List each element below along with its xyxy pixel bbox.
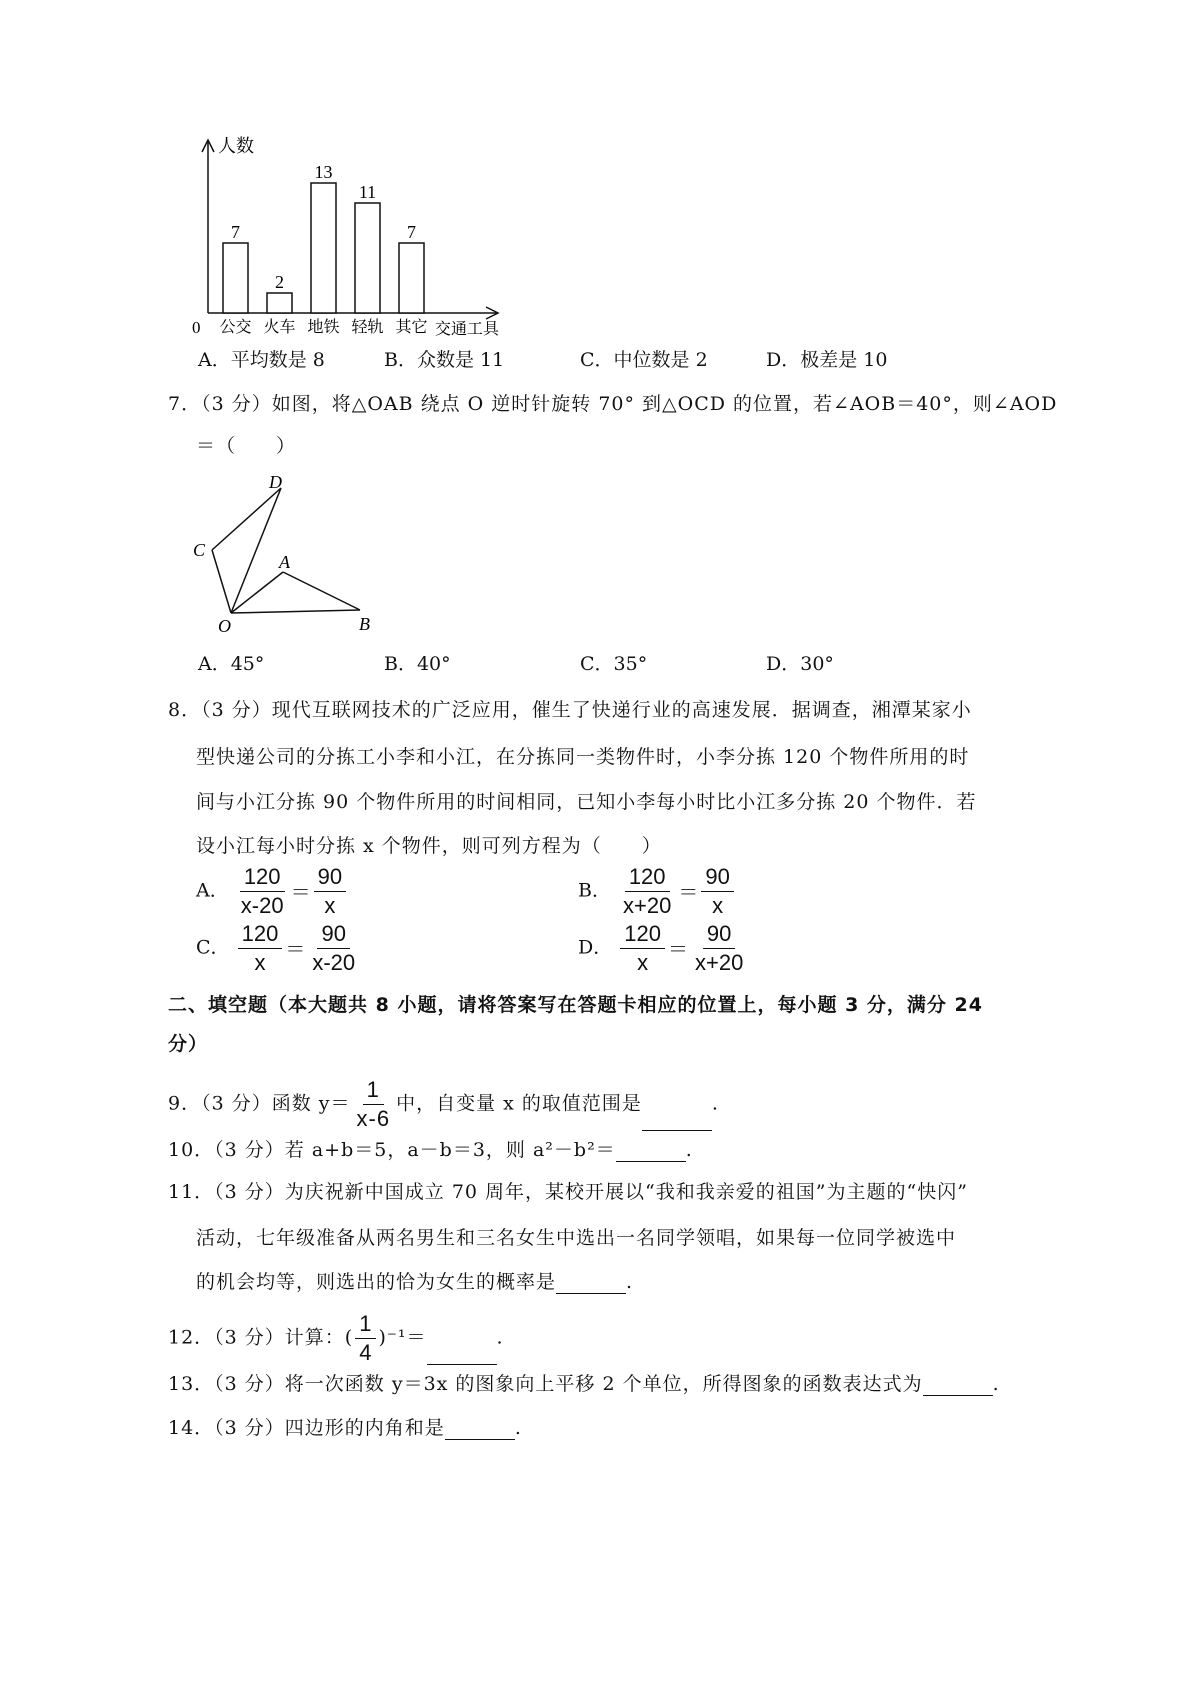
answer-blank[interactable]: [445, 1419, 515, 1440]
category-label: 公交: [219, 319, 252, 336]
q7-option-b: B．40°: [384, 653, 451, 675]
bar-value-label: 7: [231, 222, 240, 242]
bar-value-label: 2: [275, 272, 284, 292]
fraction: $\frac{120}{x-20}$: [240, 864, 284, 918]
rotation-figure: [185, 470, 385, 640]
q8-line-3: 间与小江分拣 90 个物件所用的时间相同，已知小李每小时比小江多分拣 20 个物件．若: [196, 791, 977, 813]
answer-blank[interactable]: [642, 1110, 712, 1131]
bar-2: [267, 293, 292, 313]
bar-chart: [190, 128, 560, 348]
q7-line-2: ＝（ ）: [196, 435, 297, 457]
q8-line-1: 8．（3 分）现代互联网技术的广泛应用，催生了快递行业的高速发展．据调查，湘潭某家小: [168, 699, 972, 721]
q9: 9．（3 分）函数 y＝ $\frac{1}{x-6}$ 中，自变量 x 的取值范围是 .: [168, 1077, 719, 1131]
q8-option-b: B． $\frac{120}{x+20}$ ＝ $\frac{90}{x}$: [578, 865, 736, 918]
category-label: 轻轨: [351, 319, 384, 336]
answer-blank[interactable]: [427, 1344, 497, 1365]
point-c-label: C: [193, 540, 206, 560]
q7-option-c: C．35°: [580, 653, 648, 675]
q13: 13．（3 分）将一次函数 y＝3x 的图象向上平移 2 个单位，所得图象的函数表达式为 .: [168, 1373, 1000, 1395]
q11-line-1: 11．（3 分）为庆祝新中国成立 70 周年，某校开展以“我和我亲爱的祖国”为主题的“快闪”: [168, 1181, 968, 1203]
fraction: $\frac{90}{x-20}$: [312, 921, 356, 975]
category-label: 地铁: [307, 319, 340, 336]
bar-5: [399, 243, 424, 313]
section-heading-line-2: 分）: [168, 1033, 209, 1055]
fraction: $\frac{90}{x}$: [314, 865, 346, 918]
point-b-label: B: [359, 614, 370, 634]
fraction: $\frac{90}{x}$: [701, 865, 733, 918]
fraction: $\frac{1}{4}$: [355, 1312, 376, 1365]
bar-value-label: 11: [358, 182, 377, 202]
q8-line-4: 设小江每小时分拣 x 个物件，则可列方程为（ ）: [196, 835, 662, 857]
q6-option-d: D．极差是 10: [766, 349, 888, 371]
q8-option-c: C． $\frac{120}{x}$ ＝ $\frac{90}{x-20}$: [196, 922, 361, 975]
q8-option-a: A． $\frac{120}{x-20}$ ＝ $\frac{90}{x}$: [196, 865, 348, 918]
q12: 12．（3 分）计算：( $\frac{1}{4}$ )⁻¹＝ .: [168, 1311, 504, 1365]
segment-cd: [212, 488, 281, 550]
fraction: $\frac{120}{x}$: [238, 922, 283, 975]
q11-line-2: 活动，七年级准备从两名男生和三名女生中选出一名同学领唱，如果每一位同学被选中: [196, 1227, 957, 1249]
q8-option-d: D． $\frac{120}{x}$ ＝ $\frac{90}{x+20}$: [578, 922, 749, 975]
answer-blank[interactable]: [616, 1141, 686, 1162]
answer-blank[interactable]: [556, 1273, 626, 1294]
bar-1: [223, 243, 248, 313]
q7-line-1: 7．（3 分）如图，将△OAB 绕点 O 逆时针旋转 70° 到△OCD 的位置，若∠AOB＝40°，则∠AOD: [168, 393, 1058, 415]
fraction: $\frac{1}{x-6}$: [356, 1077, 391, 1131]
q10: 10．（3 分）若 a+b＝5，a－b＝3，则 a²－b²＝ .: [168, 1139, 693, 1161]
bar-4: [355, 203, 380, 313]
category-label: 火车: [263, 319, 296, 336]
category-label: 其它: [395, 319, 428, 336]
point-a-label: A: [279, 552, 290, 572]
q6-option-b: B．众数是 11: [384, 349, 505, 371]
fraction: $\frac{120}{x}$: [620, 922, 665, 975]
q7-option-d: D．30°: [766, 653, 834, 675]
fraction: $\frac{90}{x+20}$: [695, 921, 744, 975]
section-heading-line-1: 二、填空题（本大题共 8 小题，请将答案写在答题卡相应的位置上，每小题 3 分，满分 24: [168, 994, 983, 1016]
q14: 14．（3 分）四边形的内角和是 .: [168, 1417, 522, 1439]
segment-od: [231, 488, 281, 613]
q6-option-a: A．平均数是 8: [198, 349, 325, 371]
segment-ab: [283, 572, 360, 610]
segment-ob: [231, 610, 360, 613]
origin-label: 0: [192, 318, 201, 337]
q8-line-2: 型快递公司的分拣工小李和小江，在分拣同一类物件时，小李分拣 120 个物件所用的时: [196, 746, 970, 768]
point-o-label: O: [218, 616, 231, 636]
point-d-label: D: [269, 472, 282, 492]
x-axis-label: 交通工具: [435, 321, 500, 338]
bar-value-label: 7: [407, 222, 416, 242]
bar-value-label: 13: [314, 162, 333, 182]
q7-option-a: A．45°: [198, 653, 265, 675]
fraction: $\frac{120}{x+20}$: [623, 864, 672, 918]
answer-blank[interactable]: [923, 1375, 993, 1396]
y-axis-label: 人数: [218, 136, 254, 156]
q6-option-c: C．中位数是 2: [580, 349, 708, 371]
segment-oc: [212, 550, 231, 613]
q11-line-3: 的机会均等，则选出的恰为女生的概率是 .: [196, 1271, 634, 1293]
bar-3: [311, 183, 336, 313]
